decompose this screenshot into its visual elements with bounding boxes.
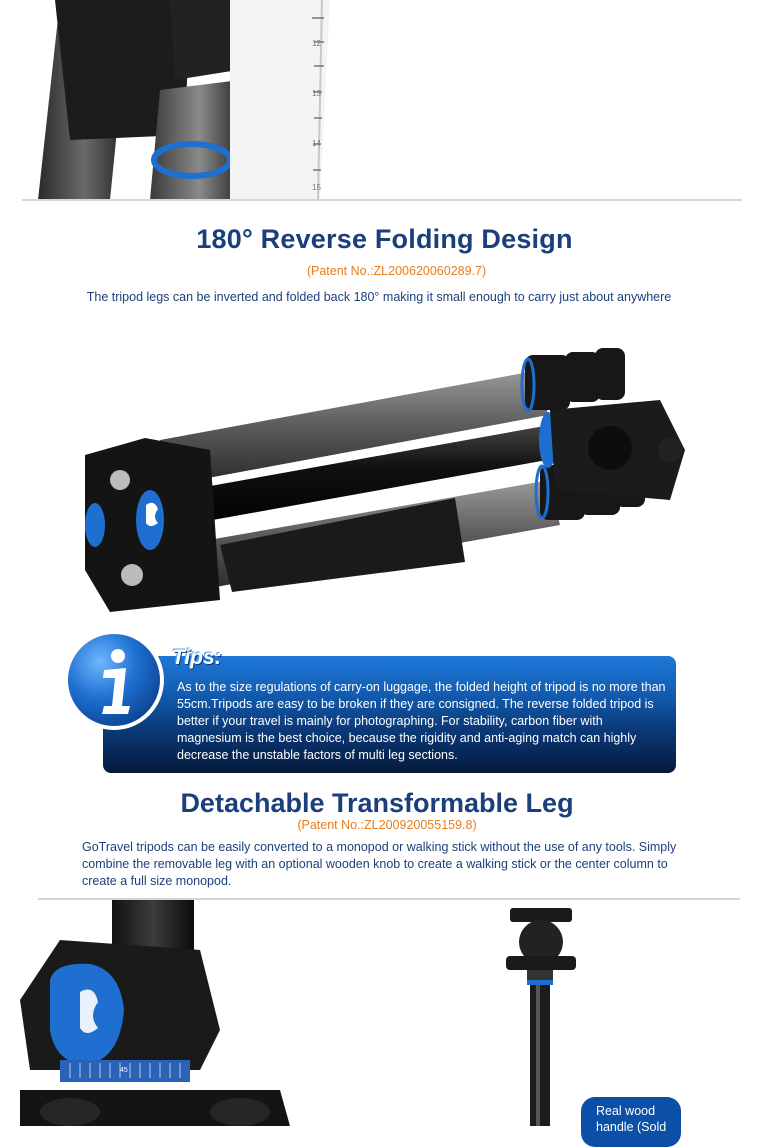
leg-lock-closeup-photo: [0, 900, 330, 1126]
scale-mark-15: 15: [312, 183, 321, 192]
scale-mark-14: 14: [312, 139, 321, 148]
scale-mark-13: 13: [312, 89, 321, 98]
section-divider: [22, 199, 742, 201]
scale-mark-12: 12: [312, 39, 321, 48]
section-title-reverse-folding: 180° Reverse Folding Design: [196, 224, 573, 254]
section-description: The tripod legs can be inverted and folded back 180° making it small enough to carry just about anywhere: [86, 290, 672, 304]
dial-mark: 45: [120, 1067, 128, 1074]
tips-title: Tips:: [172, 646, 222, 669]
tripod-legs-closeup-photo: [0, 0, 769, 200]
folded-tripod-photo: [70, 330, 700, 620]
monopod-photo: [490, 900, 590, 1126]
section-title-detachable-leg: Detachable Transformable Leg: [180, 788, 574, 818]
tips-text: As to the size regulations of carry-on luggage, the folded height of tripod is no more than 55cm.Tripods are easy to be broken if they are consigned. The reverse folded tripod is better if your travel is mainly for photographing. For stability, carbon fiber with magnesium is the best choice, because the rigidity and anti-aging match can highly decrease the unstable factors of multi leg sections.: [177, 680, 666, 762]
real-wood-handle-badge: Real wood handle (Sold: [581, 1097, 681, 1147]
section-description: GoTravel tripods can be easily converted to a monopod or walking stick without the use of any tools. Simply combine the removable leg with an optional wooden knob to create a walking stick or the center column to create a full size monopod.: [82, 840, 677, 888]
patent-number: (Patent No.:ZL200920055159.8): [297, 818, 477, 832]
info-icon: [62, 628, 166, 732]
patent-number: (Patent No.:ZL200620060289.7): [306, 264, 487, 278]
